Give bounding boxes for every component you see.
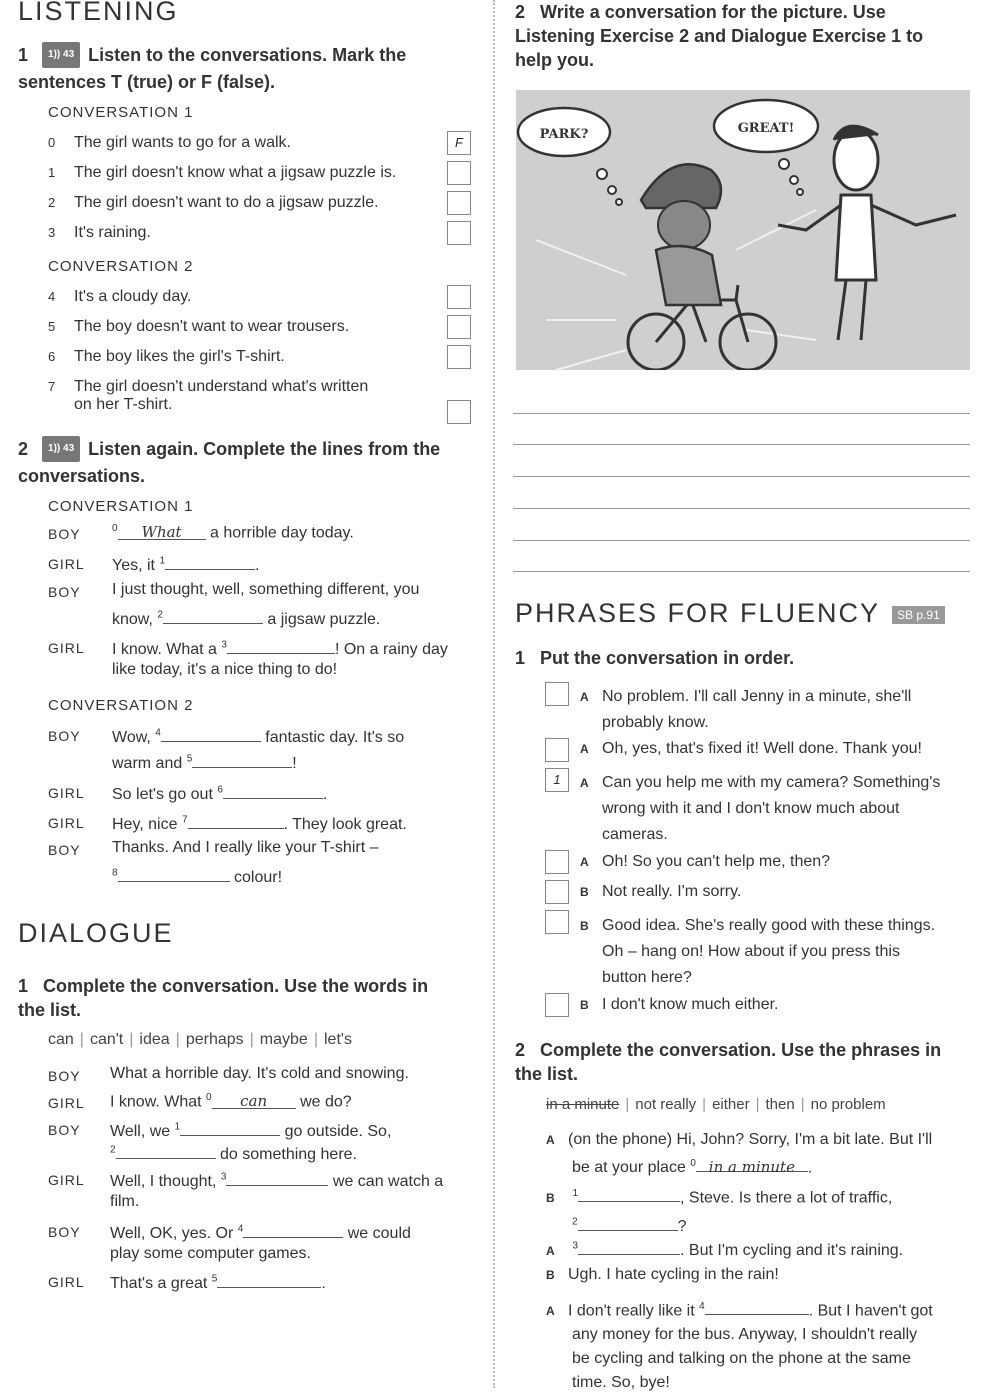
word-list: can | can't | idea | perhaps | maybe | let's: [48, 1031, 352, 1048]
dialogue-gap-1[interactable]: [180, 1119, 280, 1136]
tf-item-2: 2 The girl doesn't want to do a jigsaw puzzle.: [48, 194, 379, 211]
dialogue-line-1: What a horrible day. It's cold and snowing.: [110, 1065, 409, 1082]
phone-line-4: B Ugh. I hate cycling in the rain!: [546, 1266, 779, 1283]
speaker-label: GIRL: [48, 815, 85, 831]
dialogue-title: DIALOGUE: [18, 918, 174, 948]
phrase-option: then: [765, 1096, 795, 1113]
tf-answer-box-2[interactable]: [447, 191, 471, 215]
order-item-3: A Can you help me with my camera? Something's wrong with it and I don't know much about cameras.: [580, 774, 941, 843]
gap-line-5: warm and $^5$ !: [112, 751, 297, 773]
speaker-label: BOY: [48, 842, 81, 858]
gap-blank-6[interactable]: [223, 782, 323, 799]
speaker-label: GIRL: [48, 640, 85, 656]
dialogue-line-3: Well, we $^1$ go outside. So,: [110, 1119, 391, 1141]
speaker-label: BOY: [48, 728, 81, 744]
writing-line[interactable]: [513, 508, 970, 509]
tf-item-6: 6 The boy likes the girl's T-shirt.: [48, 348, 285, 365]
gap-blank-7[interactable]: [188, 812, 284, 829]
ex-number: 1: [18, 44, 29, 65]
gap-blank-3[interactable]: [227, 637, 335, 654]
student-book-reference: SB p.91: [892, 606, 945, 624]
bubble-left-text: PARK?: [539, 127, 589, 142]
tf-answer-box-5[interactable]: [447, 315, 471, 339]
phone-line-2: B $^1$ , Steve. Is there a lot of traffic, $^2$ ?: [546, 1182, 892, 1239]
girl-face: [658, 201, 710, 249]
phone-gap-4[interactable]: [705, 1298, 809, 1315]
bike-conversation-picture: [516, 90, 970, 370]
dialogue-line-5b: play some computer games.: [110, 1245, 311, 1262]
phone-line-5: A I don't really like it $^4$ . But I haven't got any money for the bus. Anyway, I shouldn't really be cycling and talking on the phone at the same time. So, bye!: [546, 1295, 933, 1395]
tf-answer-box-4[interactable]: [447, 285, 471, 309]
dialogue-line-6: That's a great $^5$ .: [110, 1271, 326, 1293]
tf-answer-box-6[interactable]: [447, 345, 471, 369]
phrase-list: in a minute | not really | either | then | no problem: [546, 1096, 886, 1113]
speaker-label: BOY: [48, 1122, 81, 1138]
gap-blank-2[interactable]: [163, 607, 263, 624]
conversation-2-label: CONVERSATION 2: [48, 258, 194, 275]
listening-title: LISTENING: [18, 0, 179, 26]
tf-answer-box-3[interactable]: [447, 221, 471, 245]
tf-item-0: 0 The girl wants to go for a walk.: [48, 134, 291, 151]
word-option: idea: [139, 1031, 170, 1048]
phone-gap-0[interactable]: in a minute: [696, 1155, 808, 1172]
speaker-label: BOY: [48, 1224, 81, 1240]
phrase-option: either: [712, 1096, 750, 1113]
dialogue-line-3b: $^2$ do something here.: [110, 1142, 357, 1164]
gap-blank-5[interactable]: [192, 751, 292, 768]
word-option: can't: [89, 1031, 124, 1048]
order-box-3[interactable]: 1: [545, 768, 569, 792]
tf-item-3: 3 It's raining.: [48, 224, 151, 241]
order-box-5[interactable]: [545, 880, 569, 904]
dialogue-gap-3[interactable]: [226, 1169, 328, 1186]
ex2-conversation-2-label: CONVERSATION 2: [48, 697, 194, 714]
dialogue-line-4: Well, I thought, $^3$ we can watch a: [110, 1169, 443, 1191]
gap-line-3: I know. What a $^3$ ! On a rainy day: [112, 637, 448, 659]
column-divider: [493, 0, 495, 1388]
word-option: perhaps: [185, 1031, 244, 1048]
phrase-option: no problem: [810, 1096, 886, 1113]
writing-line[interactable]: [513, 571, 970, 572]
write-conversation-instruction: 2 Write a conversation for the picture. Use Listening Exercise 2 and Dialogue Exercise 1 to help you.: [515, 2, 924, 70]
gap-line-2a: I just thought, well, something different, you: [112, 581, 420, 598]
writing-line[interactable]: [513, 476, 970, 477]
phone-gap-2[interactable]: [578, 1214, 678, 1231]
phone-gap-3[interactable]: [578, 1238, 680, 1255]
order-box-7[interactable]: [545, 993, 569, 1017]
tf-answer-box-0[interactable]: F: [447, 131, 471, 155]
audio-track-icon[interactable]: 1)) 43: [42, 42, 80, 68]
speaker-label: GIRL: [48, 785, 85, 801]
dialogue-gap-2[interactable]: [116, 1142, 216, 1159]
order-box-4[interactable]: [545, 850, 569, 874]
listening-ex1-instruction: 1 1)) 43 Listen to the conversations. Mark the sentences T (true) or F (false).: [18, 42, 478, 94]
dialogue-gap-0[interactable]: can: [212, 1092, 296, 1109]
writing-line[interactable]: [513, 540, 970, 541]
tf-item-7: 7 The girl doesn't understand what's written on her T-shirt.: [48, 378, 369, 413]
gap-line-1: Yes, it $^1$ .: [112, 553, 259, 575]
ex2-conversation-1-label: CONVERSATION 1: [48, 498, 194, 515]
speaker-label: BOY: [48, 584, 81, 600]
order-item-2: A Oh, yes, that's fixed it! Well done. Thank you!: [580, 740, 922, 757]
phrases-ex2-instruction: 2 Complete the conversation. Use the phrases in the list.: [515, 1040, 942, 1084]
gap-line-8b: $^8$ colour!: [112, 865, 282, 887]
tf-item-5: 5 The boy doesn't want to wear trousers.: [48, 318, 350, 335]
order-item-5: B Not really. I'm sorry.: [580, 883, 742, 900]
gap-line-3b: like today, it's a nice thing to do!: [112, 661, 338, 678]
word-option: can: [48, 1031, 74, 1048]
gap-answer-0[interactable]: What: [118, 523, 206, 540]
gap-line-0: $^0$ What a horrible day today.: [112, 523, 354, 542]
phone-line-1: A (on the phone) Hi, John? Sorry, I'm a bit late. But I'll be at your place $^0$ in a minute .: [546, 1131, 933, 1177]
order-box-1[interactable]: [545, 682, 569, 706]
gap-blank-1[interactable]: [165, 553, 255, 570]
writing-line[interactable]: [513, 444, 970, 445]
speaker-label: GIRL: [48, 556, 85, 572]
conversation-1-label: CONVERSATION 1: [48, 104, 194, 121]
phrases-title: PHRASES FOR FLUENCY SB p.91: [515, 598, 945, 629]
order-item-1: A No problem. I'll call Jenny in a minute, she'll probably know.: [580, 688, 912, 731]
dialogue-line-5: Well, OK, yes. Or $^4$ we could: [110, 1221, 411, 1243]
phone-line-3: A $^3$ . But I'm cycling and it's raining.: [546, 1238, 903, 1260]
gap-line-7: Hey, nice $^7$ . They look great.: [112, 812, 407, 834]
writing-line[interactable]: [513, 413, 970, 414]
tf-item-4: 4 It's a cloudy day.: [48, 288, 192, 305]
word-option: maybe: [259, 1031, 308, 1048]
order-box-6[interactable]: [545, 910, 569, 934]
listening-ex2-instruction: 2 1)) 43 Listen again. Complete the lines from the conversations.: [18, 436, 488, 488]
dialogue-line-4b: film.: [110, 1193, 140, 1210]
speaker-label: GIRL: [48, 1274, 85, 1290]
phrase-option: in a minute: [546, 1096, 620, 1113]
gap-line-6: So let's go out $^6$ .: [112, 782, 327, 804]
phrase-option: not really: [635, 1096, 697, 1113]
tf-item-1: 1 The girl doesn't know what a jigsaw puzzle is.: [48, 164, 397, 181]
dialogue-line-2: I know. What $^0$ can we do?: [110, 1092, 352, 1111]
speaker-label: BOY: [48, 526, 81, 542]
phrases-ex1-instruction: 1 Put the conversation in order.: [515, 648, 795, 668]
gap-blank-8[interactable]: [118, 865, 230, 882]
order-box-2[interactable]: [545, 738, 569, 762]
phone-gap-1[interactable]: [578, 1185, 680, 1202]
girl-body: [656, 246, 721, 305]
order-item-6: B Good idea. She's really good with these things. Oh – hang on! How about if you press this button here?: [580, 917, 936, 986]
dialogue-gap-4[interactable]: [243, 1221, 343, 1238]
speaker-label: BOY: [48, 1068, 81, 1084]
word-option: let's: [323, 1031, 352, 1048]
gap-line-2b: know, $^2$ a jigsaw puzzle.: [112, 607, 380, 629]
dialogue-ex1-instruction: 1 Complete the conversation. Use the words in the list.: [18, 976, 429, 1020]
order-item-7: B I don't know much either.: [580, 996, 779, 1013]
gap-line-8a: Thanks. And I really like your T-shirt –: [112, 839, 379, 856]
tf-answer-box-7[interactable]: [447, 400, 471, 424]
speaker-label: GIRL: [48, 1095, 85, 1111]
gap-blank-4[interactable]: [161, 725, 261, 742]
order-item-4: A Oh! So you can't help me, then?: [580, 853, 831, 870]
dialogue-gap-5[interactable]: [217, 1271, 321, 1288]
bubble-right-text: GREAT!: [737, 121, 795, 136]
speaker-label: GIRL: [48, 1172, 85, 1188]
gap-line-4: Wow, $^4$ fantastic day. It's so: [112, 725, 404, 747]
audio-track-icon[interactable]: 1)) 43: [42, 436, 80, 462]
tf-answer-box-1[interactable]: [447, 161, 471, 185]
